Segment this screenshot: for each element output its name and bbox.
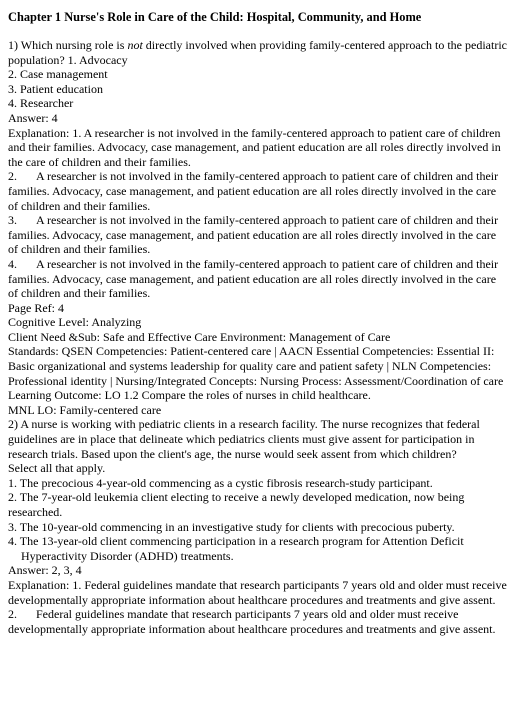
question-2-instruction: Select all that apply. — [8, 461, 106, 476]
question-2-option: 3. The 10-year-old commencing in an investigative study for clients with precocious puberty. — [8, 519, 455, 534]
question-2-option: 4. The 13-year-old client commencing participation in a research program for Attention Deficit Hyperactivity Disorder (ADHD) treatments. — [8, 534, 464, 563]
question-1-option: 2. Case management — [8, 67, 108, 82]
question-2-explanation-item — [8, 607, 508, 636]
question-1-cognitive-level: Cognitive Level: Analyzing — [8, 315, 142, 330]
question-2-option: 2. The 7-year-old leukemia client electing to receive a newly developed medication, now being researched. — [8, 490, 465, 519]
question-1-answer: Answer: 4 — [8, 110, 58, 125]
question-1-page-ref: Page Ref: 4 — [8, 300, 64, 315]
question-1-standards: Standards: QSEN Competencies: Patient-centered care | AACN Essential Competencies: Essential II: Basic organizational and systems leadership for quality care and patient safety | NLN Competencies: Professional identity | Nursing/Integrated Concepts: Nursing Process: Assessment/Coordination of care — [8, 344, 504, 388]
question-1-explanation: Explanation: 1. A researcher is not involved in the family-centered approach to patient care of children and their families. Advocacy, case management, and patient education are all roles directly involved in the care of children and their families. — [8, 125, 501, 169]
question-1-explanation-item — [8, 257, 508, 301]
explanation-text: A researcher is not involved in the family-centered approach to patient care of children and their families. Advocacy, case management, and patient education are all roles directly involved in the care of children and their families. — [8, 213, 499, 257]
question-2-option: 1. The precocious 4-year-old commencing as a cystic fibrosis research-study participant. — [8, 475, 433, 490]
explanation-text: Federal guidelines mandate that research participants 7 years old and older must receive developmentally appropriate information about healthcare procedures and treatments and give assent. — [8, 607, 496, 636]
question-1-explanation-item — [8, 169, 508, 213]
question-2-stem: 2) A nurse is working with pediatric clients in a research facility. The nurse recognizes that federal guidelines are in place that delineate which pediatrics clients must give assent for participation in research trials. Based upon the client's age, the nurse would seek assent from which children? — [8, 417, 480, 461]
question-1-stem-before: 1) Which nursing role is — [8, 38, 128, 52]
explanation-number: 2. — [8, 607, 17, 622]
explanation-number: 2. — [8, 169, 17, 184]
explanation-number: 4. — [8, 256, 17, 271]
question-1-mnl-lo: MNL LO: Family-centered care — [8, 402, 162, 417]
question-1-stem-emphasis: not — [127, 38, 143, 52]
question-1-option: 4. Researcher — [8, 96, 74, 111]
question-1-client-need: Client Need &Sub: Safe and Effective Care Environment: Management of Care — [8, 329, 391, 344]
question-2 — [8, 417, 508, 636]
question-1-stem-after: directly involved when providing family-centered approach to the pediatric population? 1. Advocacy — [8, 38, 507, 67]
question-2-answer: Answer: 2, 3, 4 — [8, 563, 82, 578]
explanation-text: A researcher is not involved in the family-centered approach to patient care of children and their families. Advocacy, case management, and patient education are all roles directly involved in the care of children and their families. — [8, 256, 499, 301]
question-1-explanation-item — [8, 213, 508, 257]
question-1-stem — [8, 38, 508, 67]
explanation-text: A researcher is not involved in the family-centered approach to patient care of children and their families. Advocacy, case management, and patient education are all roles directly involved in the care of children and their families. — [8, 169, 499, 213]
question-1-option: 3. Patient education — [8, 81, 103, 96]
question-1 — [8, 38, 508, 417]
explanation-number: 3. — [8, 213, 17, 228]
question-1-learning-outcome: Learning Outcome: LO 1.2 Compare the roles of nurses in child healthcare. — [8, 388, 371, 403]
question-2-explanation: Explanation: 1. Federal guidelines mandate that research participants 7 years old and older must receive developmentally appropriate information about healthcare procedures and treatments and give assent. — [8, 577, 507, 607]
chapter-title: Chapter 1 Nurse's Role in Care of the Child: Hospital, Community, and Home — [8, 10, 422, 24]
